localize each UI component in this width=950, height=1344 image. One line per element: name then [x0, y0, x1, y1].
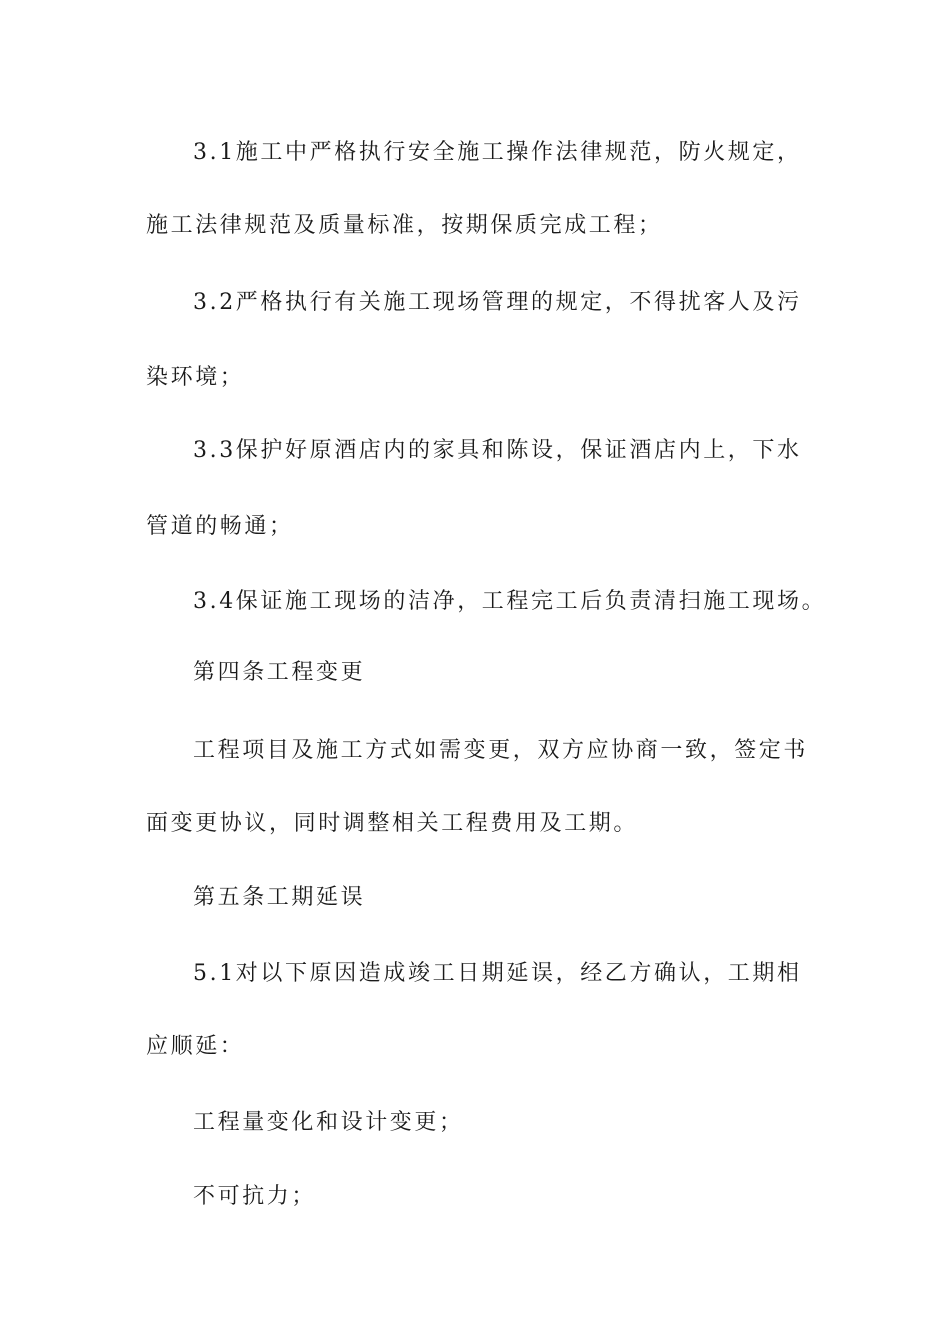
- article-4-body-line-1: 工程项目及施工方式如需变更，双方应协商一致，签定书: [193, 738, 809, 763]
- clause-3-4-line: 3.4保证施工现场的洁净，工程完工后负责清扫施工现场。: [193, 589, 827, 614]
- clause-3-1-line-2: 施工法律规范及质量标准，按期保质完成工程；: [146, 213, 663, 238]
- article-5-heading: 第五条工期延误: [193, 885, 366, 910]
- clause-5-1-line-2: 应顺延：: [146, 1034, 245, 1059]
- clause-3-2-line-1: 3.2严格执行有关施工现场管理的规定，不得扰客人及污: [193, 290, 802, 315]
- article-4-heading: 第四条工程变更: [193, 660, 366, 685]
- clause-3-3-line-1: 3.3保护好原酒店内的家具和陈设，保证酒店内上，下水: [193, 438, 802, 463]
- article-4-body-line-2: 面变更协议，同时调整相关工程费用及工期。: [146, 811, 639, 836]
- clause-5-1-line-1: 5.1对以下原因造成竣工日期延误，经乙方确认，工期相: [193, 961, 802, 986]
- clause-3-3-line-2: 管道的畅通；: [146, 514, 294, 539]
- delay-cause-2: 不可抗力；: [193, 1184, 317, 1209]
- delay-cause-1: 工程量变化和设计变更；: [193, 1110, 464, 1135]
- clause-3-1-line-1: 3.1施工中严格执行安全施工操作法律规范，防火规定，: [193, 140, 802, 165]
- clause-3-2-line-2: 染环境；: [146, 365, 245, 390]
